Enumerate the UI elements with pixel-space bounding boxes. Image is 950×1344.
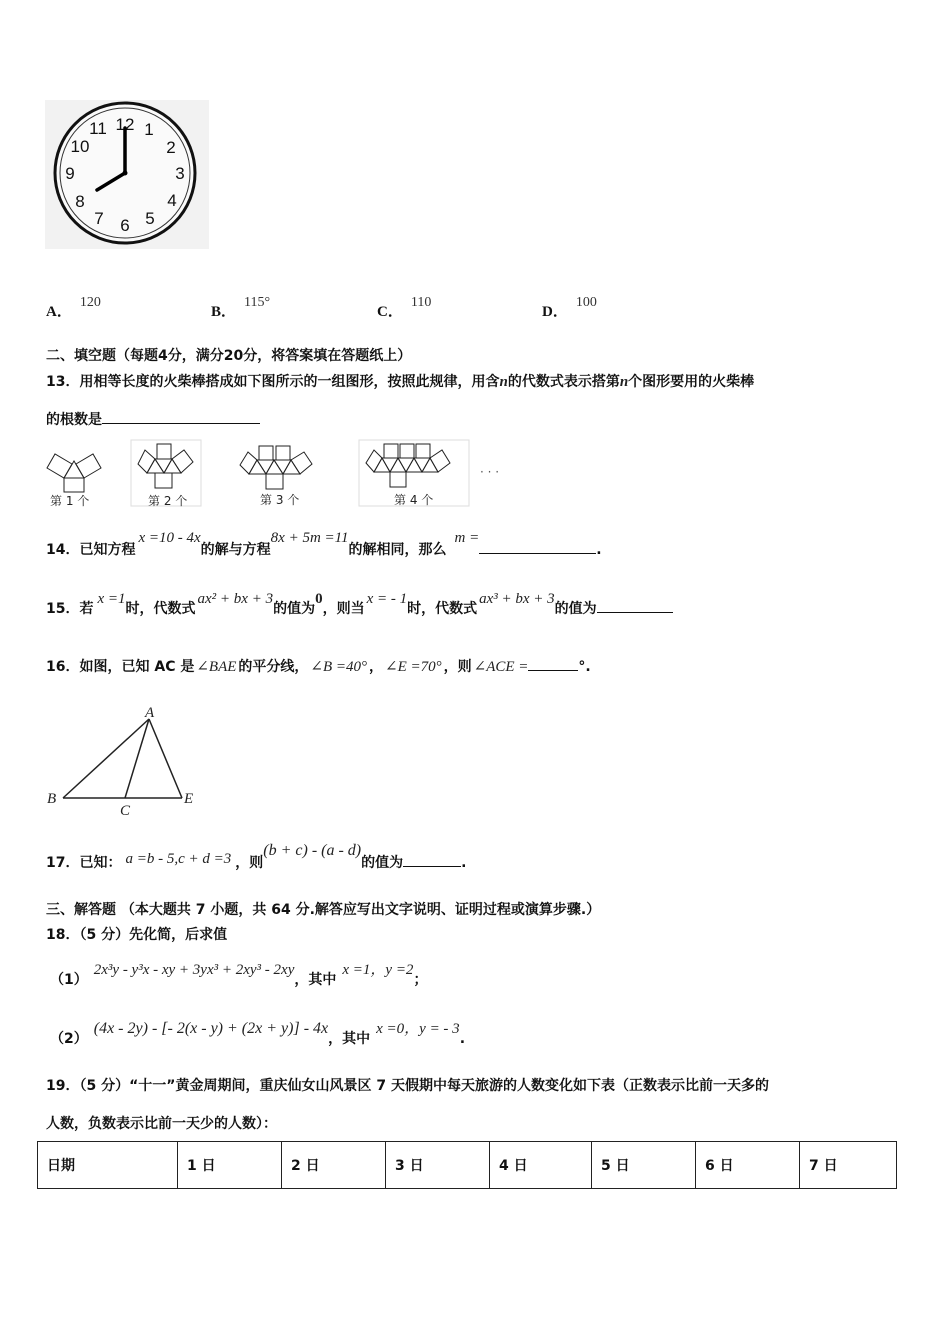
option-d-value: 100 [575,295,597,310]
q15-eq5: ax³ + bx + 3 [479,591,555,607]
matchstick-svg [44,438,514,510]
q13-line1 [46,371,754,391]
table-cell-day6: 6 日 [696,1142,800,1189]
q18-part1-label: （1） [50,972,88,988]
segment-AB [63,719,149,798]
matchstick-figure-3 [240,446,312,489]
table-cell-day1: 1 日 [178,1142,282,1189]
q14-eq3: m = [454,530,480,546]
q17-eq2: (b + c) - (a - d) [263,842,362,859]
q14-text-4: . [596,542,602,558]
q18-part2-mid: ，其中 [328,1031,371,1047]
q18-title: 18．（5 分）先化简，后求值 [46,927,228,943]
table-row [38,1142,897,1189]
q14-text-2: 的解与方程 [200,542,271,558]
matchstick-figure-2 [138,444,193,488]
q17-answer-blank[interactable] [403,852,461,867]
option-a-letter: A． [46,304,72,320]
option-b-value: 115° [244,295,271,310]
figure-label-2: 第 2 个 [148,494,188,508]
q18-part2-end: . [459,1031,466,1047]
q17 [46,840,467,871]
q16-eq3: ∠E =70° [385,659,442,675]
q18-part1 [50,958,428,988]
clock-figure [45,100,209,249]
clock-num-8: 8 [75,192,85,211]
q17-text-3: 的值为 [361,855,404,871]
q13-text-c: 个图形要用的火柴棒 [628,374,755,390]
q15-eq2: ax² + bx + 3 [197,591,274,607]
q16-text-2: 的平分线， [238,659,309,675]
q15-text-1: 15．若 [46,601,94,617]
q16-answer-blank[interactable] [528,656,578,671]
option-c-letter: C． [377,304,403,320]
q18-part1-cond: x =1，y =2 [342,962,414,978]
matchstick-figures [44,438,514,510]
table-cell-day7: 7 日 [800,1142,897,1189]
clock-num-11: 11 [89,119,107,138]
q14-eq2: 8x + 5m =11 [270,530,349,546]
clock-num-5: 5 [145,209,155,228]
q18-part2-expr: (4x - 2y) - [- 2(x - y) + (2x + y)] - 4x [93,1020,329,1037]
clock-num-1: 1 [144,120,154,139]
q15-eq4: x = - 1 [366,591,408,607]
q16-text-4: ，则 [443,659,472,675]
clock-num-12: 12 [115,115,135,134]
q15-text-4: ，则当 [322,601,365,617]
q18-part1-mid: ，其中 [294,972,337,988]
q16-text-5: °. [578,659,591,675]
q13-answer-blank[interactable] [102,409,260,424]
q19-line2: 人数，负数表示比前一天少的人数）： [46,1116,277,1132]
section-3-heading: 三、解答题 （本大题共 7 小题，共 64 分.解答应写出文字说明、证明过程或演算步骤.） [46,902,601,918]
q16-text-1: 16．如图，已知 AC 是 [46,659,195,675]
clock-num-2: 2 [166,138,176,157]
q14-text-3: 的解相同，那么 [348,542,447,558]
option-b-letter: B． [211,304,237,320]
q17-text-1: 17．已知： [46,855,122,871]
q13-line2 [46,409,260,429]
q15-text-6: 的值为 [554,601,597,617]
q19-table [37,1141,897,1189]
q15-text-5: 时，代数式 [407,601,478,617]
option-a [46,290,101,320]
q18-part1-expr: 2x³y - y³x - xy + 3yx³ + 2xy³ - 2xy [93,962,295,978]
segment-AE [149,719,182,798]
clock-num-7: 7 [94,209,104,228]
q16-eq1: ∠BAE [196,659,237,675]
q13-var-n1: n [499,374,508,390]
option-a-value: 120 [79,295,101,310]
table-cell-day5: 5 日 [592,1142,696,1189]
q14-eq1: x =10 - 4x [138,530,201,546]
q15-answer-blank[interactable] [597,598,673,613]
option-d [542,290,597,320]
matchstick-figure-4 [366,444,450,487]
q15-text-2: 时，代数式 [125,601,196,617]
q13-text-line2: 的根数是 [46,412,102,428]
q13-text-b: 的代数式表示搭第 [507,374,620,390]
label-C: C [120,803,131,819]
q18-part1-end: ； [413,972,428,988]
q14-answer-blank[interactable] [479,539,596,554]
q14 [46,527,602,558]
triangle-svg [44,702,204,820]
q18-part2-cond: x =0，y = - 3 [376,1021,460,1037]
clock-num-10: 10 [70,137,90,156]
option-c [377,290,432,320]
label-E: E [184,791,194,807]
table-cell-day4: 4 日 [490,1142,592,1189]
matchstick-figure-1 [47,454,101,492]
q17-text-4: . [461,855,467,871]
q15 [46,588,673,617]
q15-text-3: 的值为 [273,601,316,617]
q17-text-2: ，则 [235,855,264,871]
q14-text-1: 14．已知方程 [46,542,136,558]
triangle-figure [44,702,204,820]
figure-label-4: 第 4 个 [394,493,434,507]
q16-text-3: ， [369,659,384,675]
q18-part2-label: （2） [50,1031,88,1047]
q18-part2 [50,1017,466,1047]
option-d-letter: D． [542,304,568,320]
clock-svg [45,100,209,249]
clock-num-4: 4 [167,191,177,210]
option-b [211,290,271,320]
clock-num-6: 6 [120,216,130,235]
section-2-heading: 二、填空题（每题4分，满分20分，将答案填在答题纸上） [46,348,412,364]
clock-num-9: 9 [65,164,75,183]
figure-label-1: 第 1 个 [50,494,90,508]
table-cell-date: 日期 [38,1142,178,1189]
figure-label-3: 第 3 个 [260,493,300,507]
q16 [46,656,591,676]
option-c-value: 110 [410,295,432,310]
clock-num-3: 3 [175,164,185,183]
q13-text-a: 13．用相等长度的火柴棒搭成如下图所示的一组图形，按照此规律，用含 [46,374,500,390]
q16-eq2: ∠B =40° [310,659,368,675]
q19-line1: 19．（5 分）“十一”黄金周期间，重庆仙女山风景区 7 天假期中每天旅游的人数变化如下表（正数表示比前一天多的 [46,1078,769,1094]
q16-eq4: ∠ACE = [473,659,529,675]
table-cell-day2: 2 日 [282,1142,386,1189]
label-B: B [47,791,57,807]
table-cell-day3: 3 日 [386,1142,490,1189]
q13-var-n2: n [619,374,629,390]
q15-eq1: x =1 [97,591,126,607]
q17-eq1: a =b - 5,c + d =3 [125,851,232,867]
label-A: A [145,705,155,721]
q15-eq3: 0 [315,591,323,607]
figure-ellipsis: · · · [480,465,500,479]
